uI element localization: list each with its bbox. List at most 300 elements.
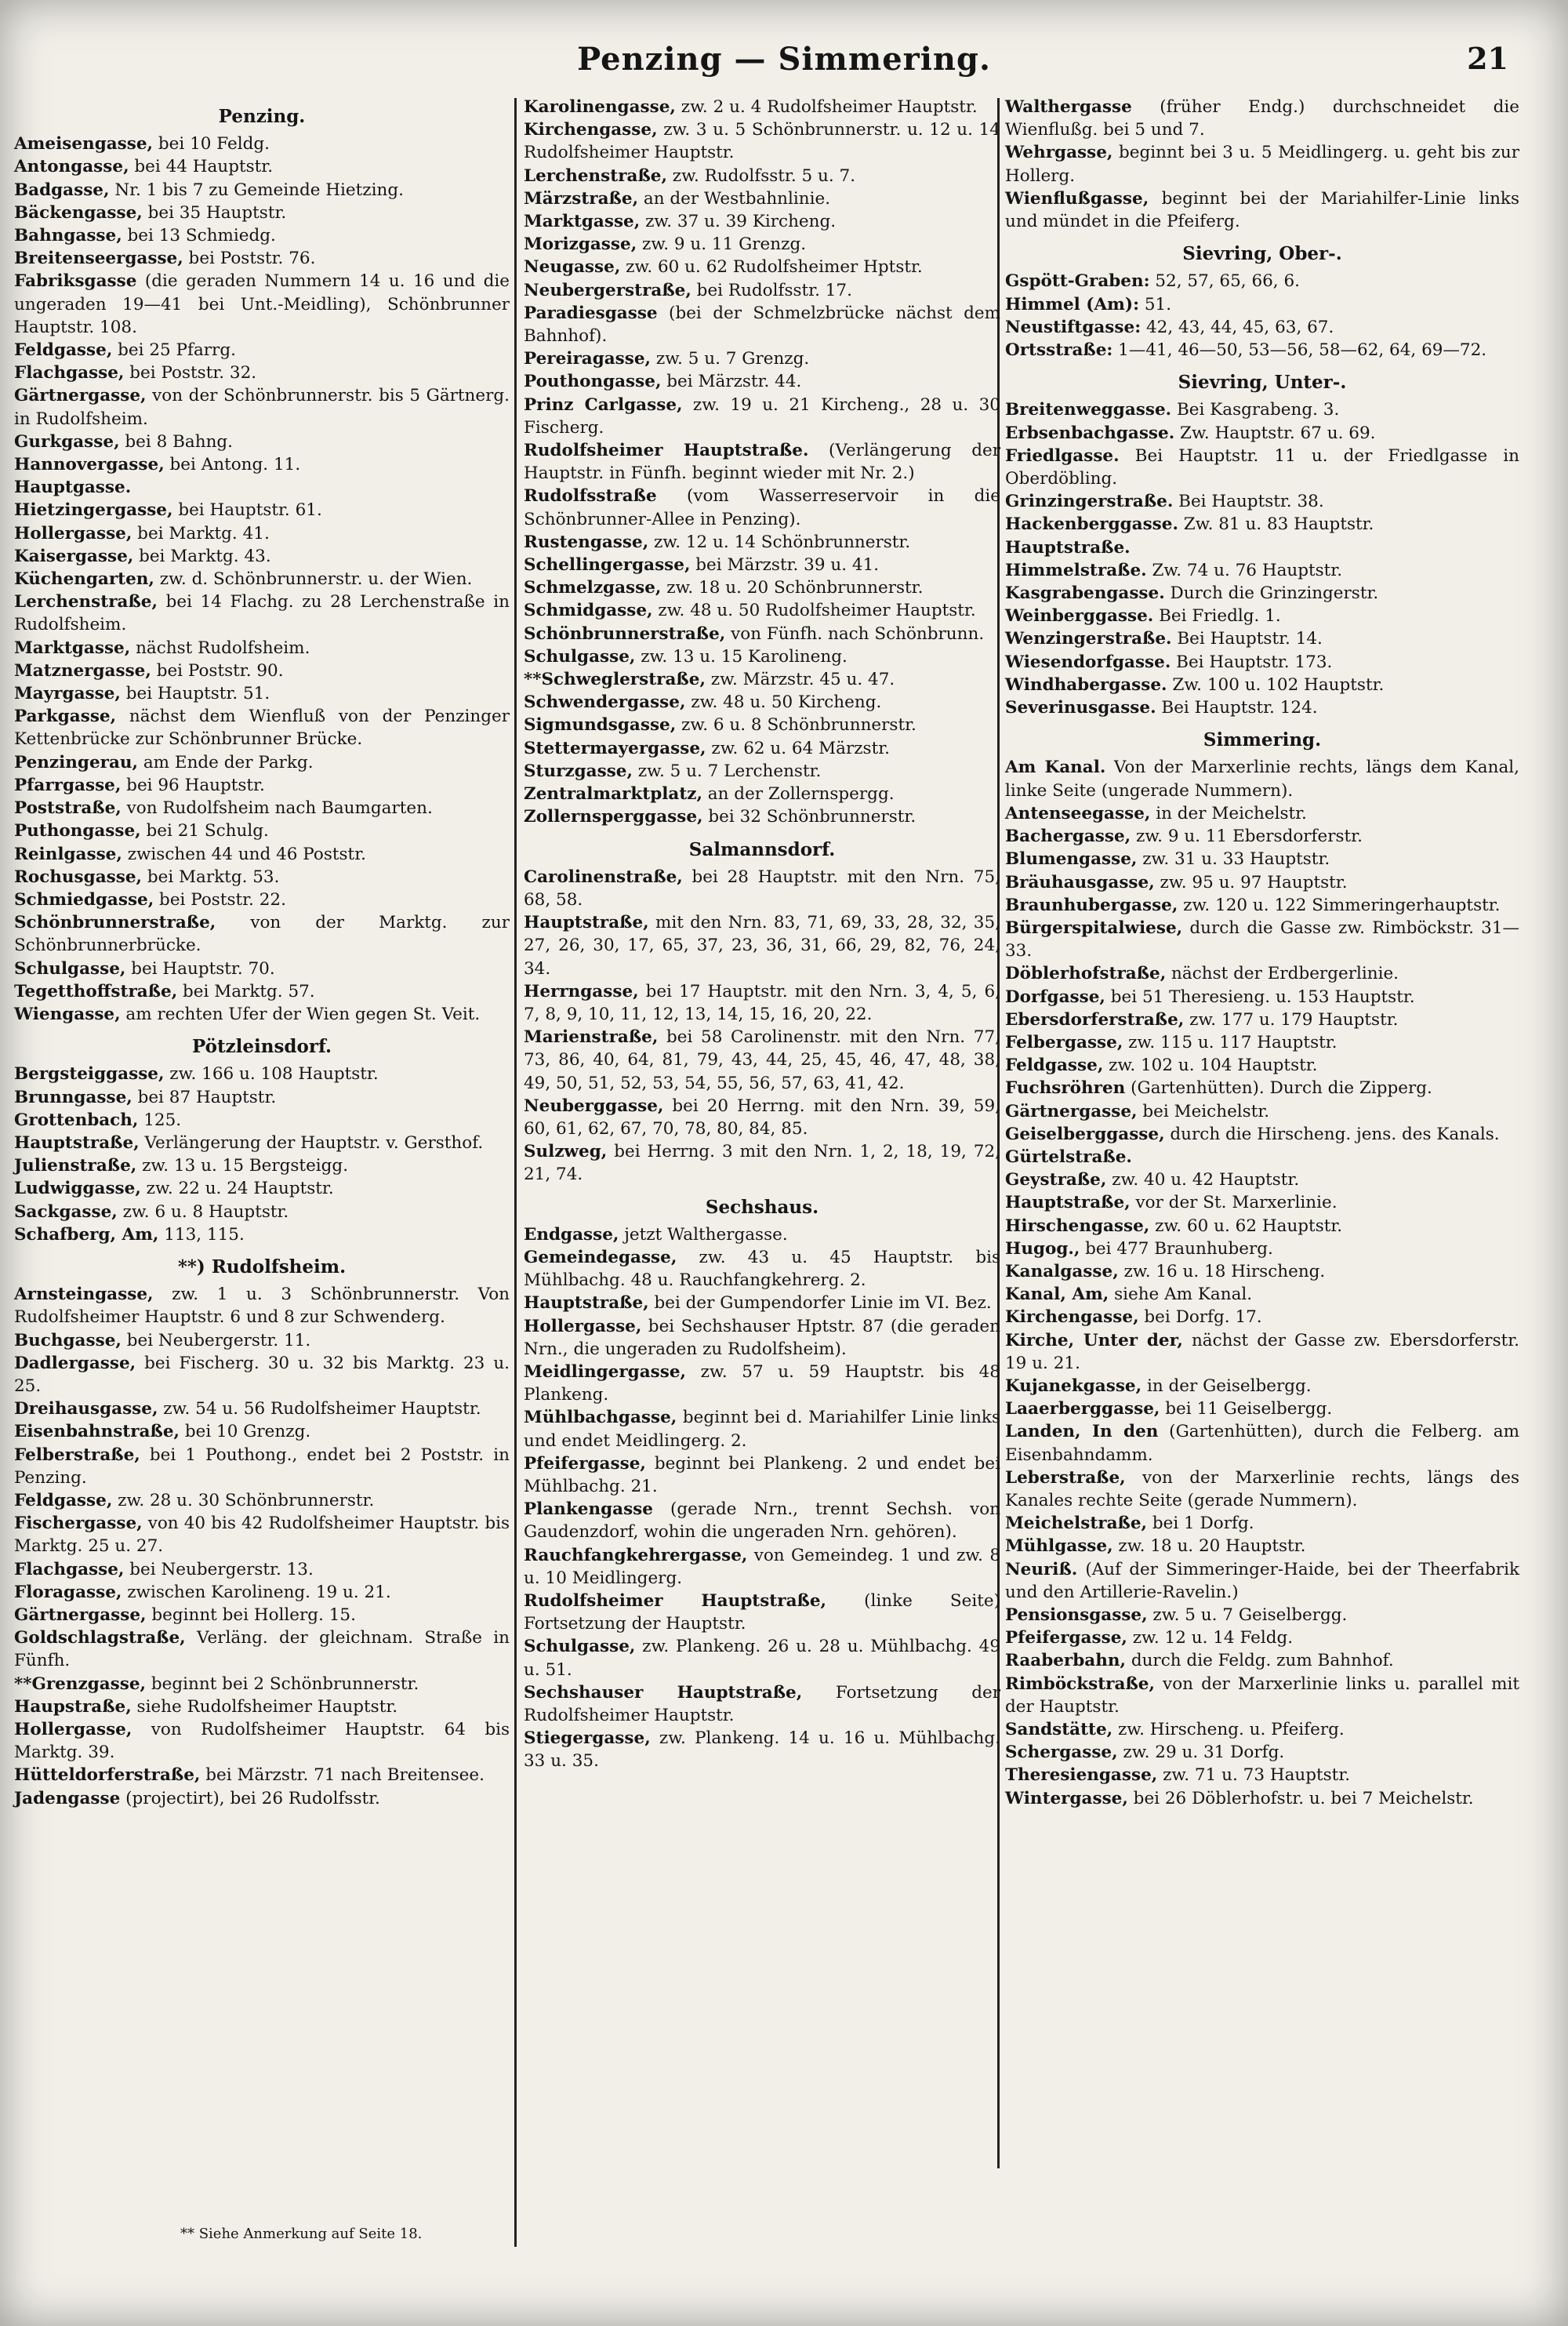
street-name: Theresiengasse, xyxy=(1005,1765,1158,1786)
street-entry xyxy=(524,279,1000,302)
street-entry xyxy=(14,705,510,750)
street-description: zw. 29 u. 31 Dorfg. xyxy=(1117,1743,1285,1763)
street-description: zw. 120 u. 122 Simmeringerhauptstr. xyxy=(1178,895,1501,915)
street-name: Kasgrabengasse. xyxy=(1005,583,1165,604)
street-name: Gspött-Graben: xyxy=(1005,271,1150,292)
street-entry xyxy=(14,1695,510,1718)
street-name: Leberstraße, xyxy=(1005,1467,1126,1488)
street-name: Arnsteingasse, xyxy=(14,1285,154,1305)
street-name: Tegetthoffstraße, xyxy=(14,981,178,1001)
street-description: Bei Hauptstr. 124. xyxy=(1156,698,1318,718)
street-entry xyxy=(524,1406,1000,1452)
street-description: durch die Feldg. zum Bahnhof. xyxy=(1125,1651,1394,1671)
street-entry xyxy=(1005,1787,1519,1810)
street-entry xyxy=(524,96,1000,118)
street-name: Grottenbach, xyxy=(14,1110,139,1130)
street-description: zw. 5 u. 7 Grenzg. xyxy=(651,349,810,369)
street-entry xyxy=(14,384,510,430)
street-entry xyxy=(1005,96,1519,141)
street-name: Neugasse, xyxy=(524,257,621,278)
street-name: Rudolfsheimer Hauptstraße. xyxy=(524,441,809,461)
street-name: Ludwiggasse, xyxy=(14,1179,141,1199)
street-entry xyxy=(524,1223,1000,1246)
street-name: Brunngasse, xyxy=(14,1087,132,1107)
street-description: bei Poststr. 22. xyxy=(154,889,286,910)
street-entry xyxy=(14,751,510,774)
street-name: Floragasse, xyxy=(14,1582,122,1602)
street-entry xyxy=(14,339,510,362)
street-description: bei 8 Bahng. xyxy=(119,431,234,452)
street-entry xyxy=(14,820,510,842)
street-entry xyxy=(1005,1215,1519,1238)
street-name: Erbsenbachgasse. xyxy=(1005,423,1175,443)
street-entry xyxy=(524,714,1000,736)
street-description: bei 1 Dorfg. xyxy=(1147,1514,1254,1534)
street-entry xyxy=(14,1352,510,1397)
street-entry xyxy=(524,1590,1000,1635)
street-name: Goldschlagstraße, xyxy=(14,1628,186,1648)
street-description: (früher Endg.) durchschneidet die Wienflußg. bei 5 und 7. xyxy=(1005,97,1519,140)
street-description: in der Meichelstr. xyxy=(1150,803,1307,823)
street-name: Gemeindegasse, xyxy=(524,1247,677,1267)
street-description: Bei Hauptstr. 38. xyxy=(1173,492,1324,512)
street-name: Morizgasse, xyxy=(524,234,637,255)
street-entry xyxy=(524,760,1000,783)
street-name: Herrngasse, xyxy=(524,981,639,1001)
street-description: Zw. 81 u. 83 Hauptstr. xyxy=(1178,514,1374,535)
street-entry xyxy=(524,1452,1000,1498)
street-description: bei 26 Döblerhofstr. u. bei 7 Meichelstr. xyxy=(1127,1788,1474,1808)
street-name: Schmiedgasse, xyxy=(14,889,154,910)
street-name: Pensionsgasse, xyxy=(1005,1605,1148,1625)
street-name: Marktgasse, xyxy=(14,638,131,658)
street-description: bei Poststr. 90. xyxy=(151,660,284,681)
street-name: Puthongasse, xyxy=(14,821,141,841)
street-name: Schulgasse, xyxy=(524,646,636,667)
street-description: 125. xyxy=(138,1110,182,1130)
street-entry xyxy=(14,1177,510,1200)
street-description: beginnt bei der Mariahilfer-Linie links und mündet in die Pfeiferg. xyxy=(1005,188,1519,232)
street-entry xyxy=(524,531,1000,554)
page-title: Penzing — Simmering. xyxy=(577,41,991,78)
street-name: Sturzgasse, xyxy=(524,761,633,781)
street-description: zw. 19 u. 21 Kircheng., 28 u. 30 Fischerg. xyxy=(524,394,1000,438)
street-entry xyxy=(524,668,1000,691)
street-description: bei Antong. 11. xyxy=(164,455,301,475)
street-name: Severinusgasse. xyxy=(1005,698,1156,718)
street-name: Penzingerau, xyxy=(14,752,138,772)
street-description: mit den Nrn. 83, 71, 69, 33, 28, 32, 35, 27, 26, 30, 17, 65, 37, 23, 36, 31, 66, 29, 82, 76, 24, 34. xyxy=(524,913,1000,979)
street-name: Neubergerstraße, xyxy=(524,280,691,300)
street-entry xyxy=(1005,293,1519,316)
street-name: Sigmundsgasse, xyxy=(524,715,677,736)
street-name: Marktgasse, xyxy=(524,212,641,232)
street-name: Meidlingergasse, xyxy=(524,1361,687,1382)
street-name: Geystraße, xyxy=(1005,1170,1107,1190)
street-description: zw. 54 u. 56 Rudolfsheimer Hauptstr. xyxy=(158,1399,481,1419)
street-entry xyxy=(1005,1009,1519,1031)
street-description: zw. 5 u. 7 Geiselbergg. xyxy=(1147,1605,1348,1625)
street-name: Kirche, Unter der, xyxy=(1005,1330,1183,1350)
street-entry xyxy=(14,270,510,339)
street-name: Geiselberggasse, xyxy=(1005,1124,1165,1144)
street-entry xyxy=(1005,1329,1519,1375)
street-description: jetzt Walthergasse. xyxy=(619,1224,788,1245)
street-entry xyxy=(1005,490,1519,513)
street-entry xyxy=(1005,1764,1519,1786)
street-entry xyxy=(1005,871,1519,894)
street-entry xyxy=(524,1315,1000,1361)
street-description: bei Märzstr. 39 u. 41. xyxy=(690,555,880,576)
street-description: beginnt bei Hollerg. 15. xyxy=(146,1605,356,1625)
street-description: zwischen 44 und 46 Poststr. xyxy=(122,844,366,864)
street-description: nächst dem Wienfluß von der Penzinger Kettenbrücke zur Schönbrunner Brücke. xyxy=(14,707,510,750)
street-description: von 40 bis 42 Rudolfsheimer Hauptstr. bis Marktg. 25 u. 27. xyxy=(14,1514,510,1557)
street-name: Feldgasse, xyxy=(1005,1056,1104,1076)
street-description: zw. 13 u. 15 Bergsteigg. xyxy=(136,1156,349,1176)
street-name: Rimböckstraße, xyxy=(1005,1674,1155,1694)
street-entry xyxy=(524,256,1000,278)
street-name: Pfeifergasse, xyxy=(1005,1628,1127,1648)
street-name: Dreihausgasse, xyxy=(14,1399,158,1419)
street-name: Carolinenstraße, xyxy=(524,867,683,887)
street-name: Himmel (Am): xyxy=(1005,294,1140,314)
street-name: Mühlbachgasse, xyxy=(524,1408,677,1428)
street-entry xyxy=(524,1095,1000,1140)
street-entry xyxy=(524,370,1000,393)
section-heading: **) Rudolfsheim. xyxy=(177,1256,347,1277)
street-name: Windhabergasse. xyxy=(1005,674,1167,695)
street-description: zw. 18 u. 20 Schönbrunnerstr. xyxy=(661,578,924,598)
street-name: Feldgasse, xyxy=(14,1490,113,1510)
page-number: 21 xyxy=(1467,41,1508,76)
street-description: Fortsetzung der Rudolfsheimer Hauptstr. xyxy=(524,1682,1000,1726)
street-entry xyxy=(14,958,510,980)
column-2 xyxy=(524,96,1000,1773)
street-name: Haupstraße, xyxy=(14,1696,132,1717)
street-entry xyxy=(14,911,510,957)
street-name: Neuriß. xyxy=(1005,1559,1078,1579)
street-entry xyxy=(524,233,1000,256)
street-description: bei Hauptstr. 70. xyxy=(125,958,275,979)
street-entry xyxy=(14,362,510,384)
street-entry xyxy=(14,843,510,866)
street-description: Zw. 100 u. 102 Hauptstr. xyxy=(1167,674,1385,695)
street-description: bei 11 Geiselbergg. xyxy=(1160,1399,1333,1419)
street-description: bei 96 Hauptstr. xyxy=(121,775,265,795)
street-name: Marienstraße, xyxy=(524,1027,659,1048)
street-entry xyxy=(1005,1535,1519,1557)
street-name: Pfarrgasse, xyxy=(14,775,122,795)
street-name: Schellingergasse, xyxy=(524,555,691,576)
street-name: Gürtelstraße. xyxy=(1005,1147,1132,1167)
street-entry xyxy=(14,1201,510,1223)
street-description: zw. Hirscheng. u. Pfeiferg. xyxy=(1112,1720,1345,1740)
street-name: Grinzingerstraße. xyxy=(1005,492,1174,512)
street-entry xyxy=(1005,339,1519,362)
section-heading: Sievring, Unter-. xyxy=(1178,372,1347,394)
street-description: Bei Friedlg. 1. xyxy=(1153,606,1281,627)
street-entry xyxy=(1005,1146,1519,1168)
street-name: Badgasse, xyxy=(14,180,110,200)
street-description: bei Fischerg. 30 u. 32 bis Marktg. 23 u. 25. xyxy=(14,1353,510,1396)
street-description: Zw. 74 u. 76 Hauptstr. xyxy=(1146,560,1343,580)
street-description: bei 58 Carolinenstr. mit den Nrn. 77, 73, 86, 40, 64, 81, 79, 43, 44, 25, 45, 46, 47, 48, 38, 49, 50, 51, 52, 53, 54, 55, 56, 57, 63, 41, 42. xyxy=(524,1027,1000,1093)
street-name: Kirchengasse, xyxy=(1005,1307,1139,1328)
street-name: Reinlgasse, xyxy=(14,844,122,864)
street-description: bei Marktg. 43. xyxy=(133,546,271,566)
street-entry xyxy=(524,805,1000,828)
street-entry xyxy=(524,1498,1000,1543)
street-name: Schwendergasse, xyxy=(524,692,686,713)
street-description: von Rudolfsheimer Hauptstr. 64 bis Marktg. 39. xyxy=(14,1720,510,1763)
street-name: Paradiesgasse xyxy=(524,303,658,323)
street-description: bei Neubergerstr. 11. xyxy=(121,1330,311,1350)
street-description: (Verlängerung der Hauptstr. in Fünfh. beginnt wieder mit Nr. 2.) xyxy=(524,441,1000,484)
street-entry xyxy=(14,1223,510,1246)
street-description: (die geraden Nummern 14 u. 16 und die ungeraden 19—41 bei Unt.-Meidling), Schönbrunner Hauptstr. 108. xyxy=(14,271,510,337)
street-description: zw. 31 u. 33 Hauptstr. xyxy=(1137,849,1330,870)
street-description: bei Rudolfsstr. 17. xyxy=(691,280,852,300)
street-entry xyxy=(1005,627,1519,650)
street-name: Weinberggasse. xyxy=(1005,606,1154,627)
street-entry xyxy=(14,774,510,797)
street-description: zw. 115 u. 117 Hauptstr. xyxy=(1123,1032,1338,1052)
street-entry xyxy=(14,1132,510,1154)
street-name: Hauptstraße, xyxy=(1005,1193,1131,1213)
street-entry xyxy=(524,1544,1000,1590)
street-entry xyxy=(1005,1123,1519,1146)
street-name: Fabriksgasse xyxy=(14,271,137,292)
street-description: bei 14 Flachg. zu 28 Lerchenstraße in Rudolfsheim. xyxy=(14,592,510,635)
street-entry xyxy=(14,1109,510,1132)
street-description: von Fünfh. nach Schönbrunn. xyxy=(725,623,985,644)
street-description: 52, 57, 65, 66, 6. xyxy=(1149,271,1300,292)
street-name: Endgasse, xyxy=(524,1224,619,1245)
street-name: Sackgasse, xyxy=(14,1201,118,1222)
street-entry xyxy=(14,155,510,178)
street-description: bei Marktg. 53. xyxy=(142,867,280,887)
street-entry xyxy=(524,980,1000,1026)
street-entry xyxy=(14,1718,510,1764)
street-entry xyxy=(1005,1420,1519,1466)
street-entry xyxy=(524,1292,1000,1314)
street-entry xyxy=(1005,848,1519,870)
section-heading: Pötzleinsdorf. xyxy=(191,1036,332,1058)
street-name: Schmidgasse, xyxy=(524,601,653,621)
street-description: zw. Plankeng. 14 u. 16 u. Mühlbachg. 33 u. 35. xyxy=(524,1728,1000,1772)
street-description: bei 87 Hauptstr. xyxy=(132,1087,277,1107)
street-description: Durch die Grinzingerstr. xyxy=(1164,583,1379,604)
street-entry xyxy=(14,980,510,1003)
street-description: Von der Marxerlinie rechts, längs dem Kanal, linke Seite (ungerade Nummern). xyxy=(1005,758,1519,801)
street-entry xyxy=(14,202,510,224)
street-entry xyxy=(14,499,510,522)
street-name: Hollergasse, xyxy=(14,1720,132,1740)
street-name: Gärtnergasse, xyxy=(14,1605,147,1625)
street-description: zw. 12 u. 14 Schönbrunnerstr. xyxy=(648,532,911,552)
street-entry xyxy=(524,1635,1000,1681)
street-description: Verlängerung der Hauptstr. v. Gersthof. xyxy=(139,1132,484,1153)
street-entry xyxy=(14,1397,510,1420)
street-description: zw. 37 u. 39 Kircheng. xyxy=(640,212,837,232)
street-entry xyxy=(1005,1604,1519,1626)
street-description: bei 477 Braunhuberg. xyxy=(1080,1238,1273,1259)
street-description: von Rudolfsheim nach Baumgarten. xyxy=(121,798,433,819)
street-description: zw. 166 u. 108 Hauptstr. xyxy=(164,1064,379,1085)
street-description: bei Märzstr. 44. xyxy=(661,372,802,392)
street-description: bei 13 Schmiedg. xyxy=(122,226,276,246)
street-name: Sechshauser Hauptstraße, xyxy=(524,1682,803,1703)
street-name: Ebersdorferstraße, xyxy=(1005,1009,1185,1030)
street-description: bei Meichelstr. xyxy=(1137,1101,1270,1121)
street-name: Friedlgasse. xyxy=(1005,445,1120,466)
street-entry xyxy=(1005,187,1519,233)
street-description: bei Poststr. 32. xyxy=(124,363,257,383)
street-entry xyxy=(524,1140,1000,1186)
street-description: (Gartenhütten). Durch die Zipperg. xyxy=(1125,1078,1432,1099)
street-description: bei 35 Hauptstr. xyxy=(142,202,287,223)
street-description: zw. 3 u. 5 Schönbrunnerstr. u. 12 u. 14 Rudolfsheimer Hauptstr. xyxy=(524,120,1000,163)
street-name: Döblerhofstraße, xyxy=(1005,964,1167,984)
column-3 xyxy=(1005,96,1519,1810)
street-description: bei Marktg. 41. xyxy=(132,523,270,543)
street-entry xyxy=(14,797,510,820)
street-description: bei Marktg. 57. xyxy=(177,981,315,1001)
street-name: Rauchfangkehrergasse, xyxy=(524,1545,748,1565)
street-description: durch die Hirscheng. jens. des Kanals. xyxy=(1164,1124,1500,1144)
street-name: Gärtnergasse, xyxy=(14,386,147,406)
street-name: Schönbrunnerstraße, xyxy=(14,913,216,933)
street-entry xyxy=(14,1329,510,1352)
street-name: Rochusgasse, xyxy=(14,867,143,887)
street-name: Kaisergasse, xyxy=(14,546,134,566)
street-entry xyxy=(524,394,1000,439)
street-description: zw. d. Schönbrunnerstr. u. der Wien. xyxy=(154,569,473,590)
street-entry xyxy=(1005,1741,1519,1764)
street-description: (bei der Schmelzbrücke nächst dem Bahnhof). xyxy=(524,303,1000,347)
street-description: bei 44 Hauptstr. xyxy=(129,157,274,177)
street-entry xyxy=(14,179,510,202)
street-entry xyxy=(1005,802,1519,825)
street-description: bei Hauptstr. 51. xyxy=(120,684,270,704)
street-name: Dorfgasse, xyxy=(1005,987,1105,1007)
street-entry xyxy=(14,1787,510,1810)
street-entry xyxy=(1005,1031,1519,1054)
street-description: zw. 18 u. 20 Hauptstr. xyxy=(1112,1536,1306,1557)
street-description: in der Geiselbergg. xyxy=(1142,1376,1312,1396)
street-description: zw. 60 u. 62 Hauptstr. xyxy=(1149,1216,1343,1236)
street-name: Parkgasse, xyxy=(14,707,117,727)
street-entry xyxy=(1005,559,1519,582)
street-entry xyxy=(1005,651,1519,674)
street-entry xyxy=(14,1581,510,1604)
street-name: Kanalgasse, xyxy=(1005,1261,1119,1281)
street-name: Mühlgasse, xyxy=(1005,1536,1113,1557)
street-name: Laaerberggasse, xyxy=(1005,1399,1160,1419)
street-name: Märzstraße, xyxy=(524,188,639,209)
street-entry xyxy=(14,431,510,453)
street-description: bei 1 Pouthong., endet bei 2 Poststr. in Penzing. xyxy=(14,1445,510,1488)
street-entry xyxy=(1005,1649,1519,1672)
street-entry xyxy=(1005,1191,1519,1214)
street-name: Bürgerspitalwiese, xyxy=(1005,918,1183,938)
street-description: nächst Rudolfsheim. xyxy=(130,638,310,658)
street-description: zw. 177 u. 179 Hauptstr. xyxy=(1184,1009,1399,1030)
street-description: zw. 5 u. 7 Lerchenstr. xyxy=(632,761,822,781)
street-name: Wehrgasse, xyxy=(1005,143,1113,163)
street-description: Verläng. der gleichnam. Straße in Fünfh. xyxy=(14,1628,510,1671)
street-name: Wintergasse, xyxy=(1005,1788,1128,1808)
street-description: zw. 71 u. 73 Hauptstr. xyxy=(1157,1765,1351,1786)
section-heading: Sechshaus. xyxy=(705,1196,819,1218)
street-name: Gärtnergasse, xyxy=(1005,1101,1138,1121)
section-heading: Salmannsdorf. xyxy=(688,838,836,860)
street-entry xyxy=(1005,756,1519,801)
street-description: bei 17 Hauptstr. mit den Nrn. 3, 4, 5, 6, 7, 8, 9, 10, 11, 12, 13, 14, 15, 16, 20, 22. xyxy=(524,981,1000,1024)
street-entry xyxy=(1005,1375,1519,1397)
street-name: Schulgasse, xyxy=(524,1637,636,1657)
street-entry xyxy=(1005,270,1519,293)
street-entry xyxy=(524,1361,1000,1406)
street-description: bei Dorfg. 17. xyxy=(1138,1307,1262,1328)
street-entry xyxy=(1005,1054,1519,1077)
street-name: Bergsteiggasse, xyxy=(14,1064,165,1085)
street-name: Hietzingergasse, xyxy=(14,500,173,521)
street-description: bei 10 Grenzg. xyxy=(180,1422,311,1442)
street-description: zw. 62 u. 64 Märzstr. xyxy=(706,738,890,758)
street-entry xyxy=(524,347,1000,370)
street-entry xyxy=(1005,1558,1519,1604)
street-name: Hirschengasse, xyxy=(1005,1216,1150,1236)
street-description: (linke Seite) Fortsetzung der Hauptstr. xyxy=(524,1591,1000,1634)
street-name: Hannovergasse, xyxy=(14,455,165,475)
street-description: zw. 13 u. 15 Karolineng. xyxy=(635,646,848,667)
street-name: Stettermayergasse, xyxy=(524,738,706,758)
street-name: Hauptstraße. xyxy=(1005,537,1131,558)
street-entry xyxy=(1005,513,1519,536)
street-description: zw. 28 u. 30 Schönbrunnerstr. xyxy=(112,1490,375,1510)
street-entry xyxy=(1005,986,1519,1009)
street-entry xyxy=(524,302,1000,347)
street-name: Pfeifergasse, xyxy=(524,1453,646,1474)
street-description: bei Neubergerstr. 13. xyxy=(124,1559,314,1579)
street-description: siehe Am Kanal. xyxy=(1109,1285,1253,1305)
street-description: beginnt bei 2 Schönbrunnerstr. xyxy=(146,1674,419,1694)
street-description: zw. 6 u. 8 Schönbrunnerstr. xyxy=(676,715,916,736)
street-description: Bei Kasgrabeng. 3. xyxy=(1171,400,1340,420)
street-description: beginnt bei d. Mariahilfer Linie links und endet Meidlingerg. 2. xyxy=(524,1408,1000,1451)
street-name: Pouthongasse, xyxy=(524,372,662,392)
street-entry xyxy=(1005,536,1519,559)
street-name: Ameisengasse, xyxy=(14,134,154,154)
street-description: bei 51 Theresieng. u. 153 Hauptstr. xyxy=(1105,987,1415,1007)
street-entry xyxy=(524,599,1000,622)
street-name: Schulgasse, xyxy=(14,958,126,979)
street-entry xyxy=(1005,316,1519,339)
street-description: an der Westbahnlinie. xyxy=(638,188,831,209)
street-entry xyxy=(1005,894,1519,917)
street-description: siehe Rudolfsheimer Hauptstr. xyxy=(131,1696,398,1717)
street-name: Hauptstraße, xyxy=(524,913,649,933)
street-description: nächst der Gasse zw. Ebersdorferstr. 19 u. 21. xyxy=(1005,1330,1519,1373)
street-description: 42, 43, 44, 45, 63, 67. xyxy=(1141,317,1334,337)
street-description: beginnt bei Plankeng. 2 und endet bei Mühlbachg. 21. xyxy=(524,1453,1000,1496)
street-description: 1—41, 46—50, 53—56, 58—62, 64, 69—72. xyxy=(1112,340,1487,361)
street-name: Antongasse, xyxy=(14,157,129,177)
street-entry xyxy=(524,1681,1000,1727)
street-entry xyxy=(14,1764,510,1786)
